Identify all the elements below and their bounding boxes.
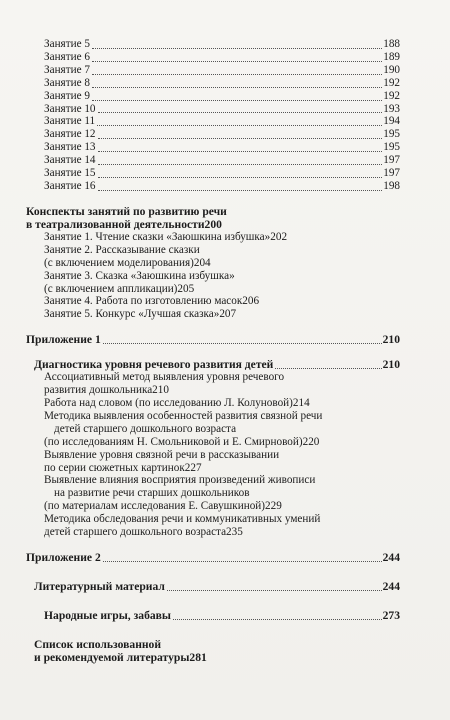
- page-number: 198: [383, 179, 400, 192]
- entry-line: Занятие 4. Работа по изготовлению масок: [44, 295, 243, 308]
- toc-entry: [0, 115, 450, 128]
- toc-entry: [0, 295, 450, 308]
- toc-entry: [0, 77, 450, 90]
- toc-heading-appendix-1: [0, 333, 450, 346]
- page-number: 210: [382, 358, 400, 372]
- leader-dots: [98, 151, 383, 152]
- heading-line: Конспекты занятий по развитию речи: [26, 204, 227, 218]
- page-number: 188: [383, 38, 400, 50]
- toc-entry: [0, 103, 450, 116]
- toc-entry: [0, 449, 450, 475]
- entry-title: Занятие 10: [44, 102, 96, 115]
- entry-title: Занятие 8: [44, 76, 90, 89]
- heading-text: Народные игры, забавы: [44, 609, 171, 622]
- leader-dots: [92, 48, 382, 49]
- entry-line: (по материалам исследования Е. Савушкиной): [44, 500, 266, 513]
- entry-last-line: [44, 257, 400, 270]
- theatre-lesson-list: [0, 231, 450, 321]
- entry-line: детей старшего дошкольного возраста: [54, 422, 237, 435]
- entry-line: Выявление влияния восприятия произведений живописи: [44, 474, 316, 487]
- table-of-contents: [0, 38, 450, 664]
- diagnostics-list: [0, 371, 450, 539]
- page-number: 273: [382, 609, 400, 622]
- page-number: 235: [226, 526, 243, 539]
- entry-title: Занятие 7: [44, 63, 90, 76]
- heading-line: Список использованной: [34, 638, 162, 651]
- leader-dots: [98, 138, 383, 139]
- leader-dots: [103, 343, 382, 344]
- page-number: 210: [382, 333, 400, 347]
- entry-line: Занятие 3. Сказка «Заюшкина избушка»: [44, 269, 235, 282]
- toc-entry: [0, 90, 450, 103]
- page-number: 195: [383, 141, 400, 154]
- page-number: 220: [302, 435, 320, 448]
- heading-line: и рекомендуемой литературы: [34, 651, 190, 664]
- entry-line: Занятие 5. Конкурс «Лучшая сказка»: [44, 308, 220, 321]
- page-number: 214: [292, 397, 310, 410]
- entry-title: Занятие 11: [44, 115, 96, 128]
- entry-line: Методика обследования речи и коммуникативных умений: [44, 513, 321, 526]
- entry-line: Ассоциативный метод выявления уровня речевого: [44, 371, 285, 384]
- entry-line: (с включением моделирования): [44, 256, 194, 269]
- page-number: 229: [265, 500, 282, 513]
- page-number: 197: [383, 154, 400, 167]
- entry-title: Занятие 9: [44, 89, 90, 102]
- leader-dots: [92, 100, 382, 101]
- heading-line: в театрализованной деятельности: [26, 217, 205, 231]
- page-number: 192: [383, 89, 400, 102]
- entry-last-line: [44, 526, 400, 539]
- leader-dots: [167, 590, 382, 591]
- page-number: 192: [383, 76, 400, 89]
- toc-heading-theatre-lessons: [0, 205, 450, 231]
- heading-text: Приложение 2: [26, 551, 101, 564]
- page-number: 244: [382, 551, 400, 564]
- page-number: 189: [383, 50, 400, 63]
- page-number: 205: [177, 282, 195, 295]
- entry-line: по серии сюжетных картинок: [44, 461, 185, 474]
- toc-heading-appendix-2: [0, 551, 450, 564]
- toc-entry: [0, 180, 450, 193]
- entry-title: Занятие 12: [44, 128, 96, 141]
- toc-entry: [0, 410, 450, 449]
- toc-entry: [0, 51, 450, 64]
- leader-dots: [173, 619, 382, 620]
- toc-entry: [0, 474, 450, 513]
- entry-line: Выявление уровня связной речи в рассказывании: [44, 448, 280, 461]
- toc-heading-folk-games: [0, 609, 450, 622]
- toc-entry: [0, 513, 450, 539]
- entry-title: Занятие 14: [44, 154, 96, 167]
- entry-line: (по исследованиям Н. Смольниковой и Е. Смирновой): [44, 435, 303, 448]
- entry-line: Методика выявления особенностей развития связной речи: [44, 409, 323, 422]
- toc-heading-diagnostics: [0, 358, 450, 371]
- page-number: 197: [383, 167, 400, 180]
- page-number: 204: [193, 256, 211, 269]
- entry-last-line: [44, 231, 400, 244]
- page-number: 194: [383, 115, 400, 128]
- leader-dots: [275, 368, 381, 369]
- toc-entry: [0, 141, 450, 154]
- toc-heading-literary-material: [0, 580, 450, 593]
- heading-text: Приложение 1: [26, 333, 101, 347]
- toc-entry: [0, 270, 450, 296]
- toc-entry: [0, 128, 450, 141]
- page-number: 202: [270, 230, 288, 243]
- toc-entry: [0, 231, 450, 244]
- page-number: 244: [382, 580, 400, 593]
- entry-line: Занятие 2. Рассказывание сказки: [44, 243, 200, 256]
- heading-text: Диагностика уровня речевого развития детей: [34, 358, 274, 372]
- toc-heading-bibliography: [0, 638, 450, 664]
- entry-last-line: [44, 384, 400, 397]
- entry-last-line: [44, 397, 400, 410]
- entry-title: Занятие 15: [44, 167, 96, 180]
- entry-line: Занятие 1. Чтение сказки «Заюшкина избушка»: [44, 230, 271, 243]
- toc-entry: [0, 167, 450, 180]
- toc-entry: [0, 154, 450, 167]
- entry-title: Занятие 13: [44, 141, 96, 154]
- leader-dots: [98, 112, 383, 113]
- leader-dots: [92, 87, 382, 88]
- entry-line: на развитие речи старших дошкольников: [54, 487, 250, 500]
- toc-entry: [0, 38, 450, 51]
- leader-dots: [103, 561, 382, 562]
- page-number: 190: [383, 63, 400, 76]
- toc-entry: [0, 371, 450, 397]
- entry-last-line: [44, 308, 400, 321]
- heading-text: Литературный материал: [34, 580, 165, 593]
- page-number: 210: [152, 384, 169, 397]
- entry-last-line: [44, 295, 400, 308]
- toc-entry: [0, 308, 450, 321]
- leader-dots: [98, 164, 383, 165]
- lesson-list: [0, 38, 450, 193]
- toc-entry: [0, 397, 450, 410]
- leader-dots: [97, 125, 382, 126]
- entry-title: Занятие 16: [44, 179, 96, 192]
- entry-last-line: [44, 500, 400, 513]
- page-number: 200: [204, 217, 222, 231]
- page-number: 227: [184, 461, 202, 474]
- entry-title: Занятие 5: [44, 38, 90, 50]
- leader-dots: [98, 190, 383, 191]
- entry-last-line: [44, 436, 400, 449]
- entry-line: (с включением аппликации): [44, 282, 178, 295]
- entry-last-line: [44, 283, 400, 296]
- page-number: 281: [189, 651, 207, 664]
- leader-dots: [92, 61, 382, 62]
- toc-entry: [0, 64, 450, 77]
- leader-dots: [98, 177, 383, 178]
- entry-title: Занятие 6: [44, 50, 90, 63]
- entry-line: Работа над словом (по исследованию Л. Колуновой): [44, 397, 293, 410]
- entry-line: развития дошкольника: [44, 384, 153, 397]
- page-number: 207: [219, 308, 237, 321]
- leader-dots: [92, 74, 382, 75]
- entry-line: детей старшего дошкольного возраста: [44, 526, 227, 539]
- page-number: 193: [383, 102, 400, 115]
- toc-entry: [0, 244, 450, 270]
- entry-last-line: [44, 462, 400, 475]
- page-number: 206: [242, 295, 260, 308]
- page-number: 195: [383, 128, 400, 141]
